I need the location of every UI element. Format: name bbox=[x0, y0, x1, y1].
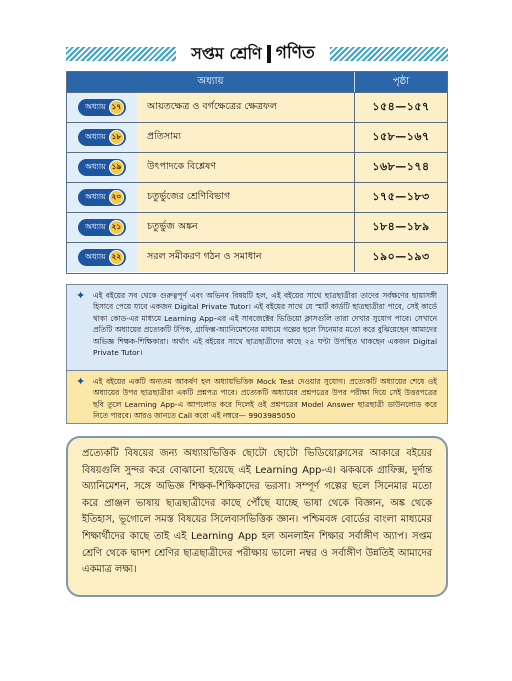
chapter-badge bbox=[78, 189, 126, 206]
chapter-name: চতুর্ভুজের শ্রেণিবিভাগ bbox=[137, 183, 355, 212]
page-header bbox=[66, 40, 448, 68]
chapter-badge-cell bbox=[67, 243, 137, 272]
chapter-name: চতুর্ভুজ অঙ্কন bbox=[137, 213, 355, 242]
chapter-number: ২০ bbox=[109, 190, 124, 205]
star-bullet-icon: ✦ bbox=[76, 375, 86, 388]
chapter-badge-cell bbox=[67, 93, 137, 122]
chapter-name: সরল সমীকরণ গঠন ও সমাধান bbox=[137, 243, 355, 272]
chapter-pages: ১৯০—১৯৩ bbox=[355, 243, 447, 272]
chapter-row[interactable] bbox=[67, 122, 447, 152]
chapter-badge-label: অধ্যায় bbox=[85, 132, 106, 141]
chapter-badge bbox=[78, 99, 126, 116]
chapter-badge-label: অধ্যায় bbox=[85, 162, 106, 171]
header-hatch-right bbox=[330, 47, 448, 61]
chapter-number: ২২ bbox=[109, 250, 124, 265]
page-title bbox=[178, 40, 328, 68]
info-box bbox=[66, 284, 448, 424]
chapter-row[interactable] bbox=[67, 182, 447, 212]
col-header-page: পৃষ্ঠা bbox=[392, 75, 410, 87]
chapter-name: প্রতিসাম্য bbox=[137, 123, 355, 152]
chapter-row[interactable] bbox=[67, 242, 447, 272]
chapter-badge-cell bbox=[67, 183, 137, 212]
chapter-badge-label: অধ্যায় bbox=[85, 222, 106, 231]
chapter-pages: ১৭৫—১৮৩ bbox=[355, 183, 447, 212]
title-class: সপ্তম শ্রেণি bbox=[191, 43, 262, 63]
info-paragraph-tutor: এই বইয়ের সব থেকে গুরুত্বপূর্ণ এবং অভিনব বিষয়টি হল, এই বইয়ের সাথে ছাত্রছাত্রীরা তাদের সর্বক্ষণের ছায়াসঙ্গী হিসাবে পেয়ে যাবে একজন Digital Private Tutor। এই বইয়ের সাথে যে স্মার্ট কার্ডটি ছাত্রছাত্রীরা পাবে, সেই কার্ডে থাকা কোড-এর মাধ্যমে Learning App-এর এই সাবজেক্টের ভিডিয়ো ক্লাসগুলি তারা দেখার সুযোগ পাবে। সেখানে প্রতিটি অধ্যায়ের প্রত্যেকটি টপিক, গ্রাফিক্স-অ্যানিমেশনের মাধ্যমে গল্পের ছলে সিনেমার মতো করে বুঝিয়েছেন আমাদের অভিজ্ঞ শিক্ষক-শিক্ষিকারা। অর্থাৎ এই বইয়ের সাথে ছাত্রছাত্রীদের কাছে ২৪ ঘণ্টা উপস্থিত থাকছেন একজন Digital Private Tutor। bbox=[93, 291, 437, 358]
chapter-pages: ১৬৮—১৭৪ bbox=[355, 153, 447, 182]
chapter-badge-label: অধ্যায় bbox=[85, 252, 106, 261]
learning-app-note bbox=[66, 436, 448, 597]
chapter-badge bbox=[78, 249, 126, 266]
chapter-table bbox=[66, 71, 448, 274]
learning-app-note-text: প্রত্যেকটি বিষয়ের জন্য অধ্যায়ভিত্তিক ছোটো ছোটো ভিডিয়োক্লাসের আকারে বইয়ের বিষয়গুলি সুন্দর করে বোঝানো হয়েছে এই Learning App-এ। ঝকঝকে গ্রাফিক্স, দুর্দান্ত অ্যানিমেশন, সঙ্গে অভিজ্ঞ শিক্ষক-শিক্ষিকাদের ভরসা। সম্পূর্ণ গল্পের ছলে সিনেমার মতো করে প্রাঞ্জল ভাষায় ছাত্রছাত্রীদের কাছে পৌঁছে যাচ্ছে ভাষা থেকে বিজ্ঞান, অঙ্ক থেকে ইতিহাস, ভূগোলে সমস্ত বিষয়ের সিলেবাসভিত্তিক জ্ঞান। পশ্চিমবঙ্গ বোর্ডের বাংলা মাধ্যমের শিক্ষার্থীদের কাছে তাই এই Learning App হল অনলাইন শিক্ষার সর্বাঙ্গীণ অ্যাপ। সপ্তম শ্রেণি থেকে দ্বাদশ শ্রেণির ছাত্রছাত্রীদের পরীক্ষায় ভালো নম্বর ও সর্বাঙ্গীণ উন্নতিই আমাদের একমাত্র লক্ষ্য। bbox=[82, 448, 432, 576]
chapter-number: ১৮ bbox=[109, 130, 124, 145]
info-digital-tutor bbox=[67, 285, 447, 371]
chapter-badge-label: অধ্যায় bbox=[85, 102, 106, 111]
chapter-number: ১৯ bbox=[109, 160, 124, 175]
chapter-row[interactable] bbox=[67, 212, 447, 242]
col-header-chapter: অধ্যায় bbox=[67, 72, 355, 92]
chapter-pages: ১৮৪—১৮৯ bbox=[355, 213, 447, 242]
chapter-badge-cell bbox=[67, 123, 137, 152]
title-subject: গণিত bbox=[275, 43, 315, 63]
chapter-row[interactable] bbox=[67, 92, 447, 122]
title-divider bbox=[267, 45, 271, 63]
info-mock-test bbox=[67, 371, 447, 423]
info-paragraph-mock-test: এই বইয়ের একটি অন্যতম আকর্ষণ হল অধ্যায়ভিত্তিক Mock Test দেওয়ার সুযোগ। প্রত্যেকটি অধ্যায়ের শেষে ওই অধ্যায়ের উপর ছাত্রছাত্রীরা একটি প্রশ্নপত্র পাবে। প্রত্যেকটি অধ্যায়ের প্রশ্নপত্রের উপর পরীক্ষা দিয়ে সেই উত্তরপত্রের ছবি তুলে Learning App-এ আপলোড করে দিলেই ওই প্রশ্নপত্রের Model Answer ছাত্রছাত্রী ডাউনলোড করে নিতে পারবে। আরও জানতে Call করো এই নম্বরে— 9903985050 bbox=[93, 377, 437, 421]
chapter-pages: ১৫৮—১৬৭ bbox=[355, 123, 447, 152]
chapter-badge bbox=[78, 219, 126, 236]
chapter-pages: ১৫৪—১৫৭ bbox=[355, 93, 447, 122]
chapter-name: আয়তক্ষেত্র ও বর্গক্ষেত্রের ক্ষেত্রফল bbox=[137, 93, 355, 122]
chapter-number: ১৭ bbox=[109, 100, 124, 115]
header-hatch-left bbox=[66, 47, 176, 61]
chapter-badge-cell bbox=[67, 153, 137, 182]
chapter-badge bbox=[78, 159, 126, 176]
chapter-name: উৎপাদকে বিশ্লেষণ bbox=[137, 153, 355, 182]
chapter-row[interactable] bbox=[67, 152, 447, 182]
star-bullet-icon: ✦ bbox=[76, 289, 86, 302]
chapter-badge-cell bbox=[67, 213, 137, 242]
chapter-table-header bbox=[67, 72, 447, 92]
chapter-badge-label: অধ্যায় bbox=[85, 192, 106, 201]
chapter-number: ২১ bbox=[109, 220, 124, 235]
chapter-badge bbox=[78, 129, 126, 146]
